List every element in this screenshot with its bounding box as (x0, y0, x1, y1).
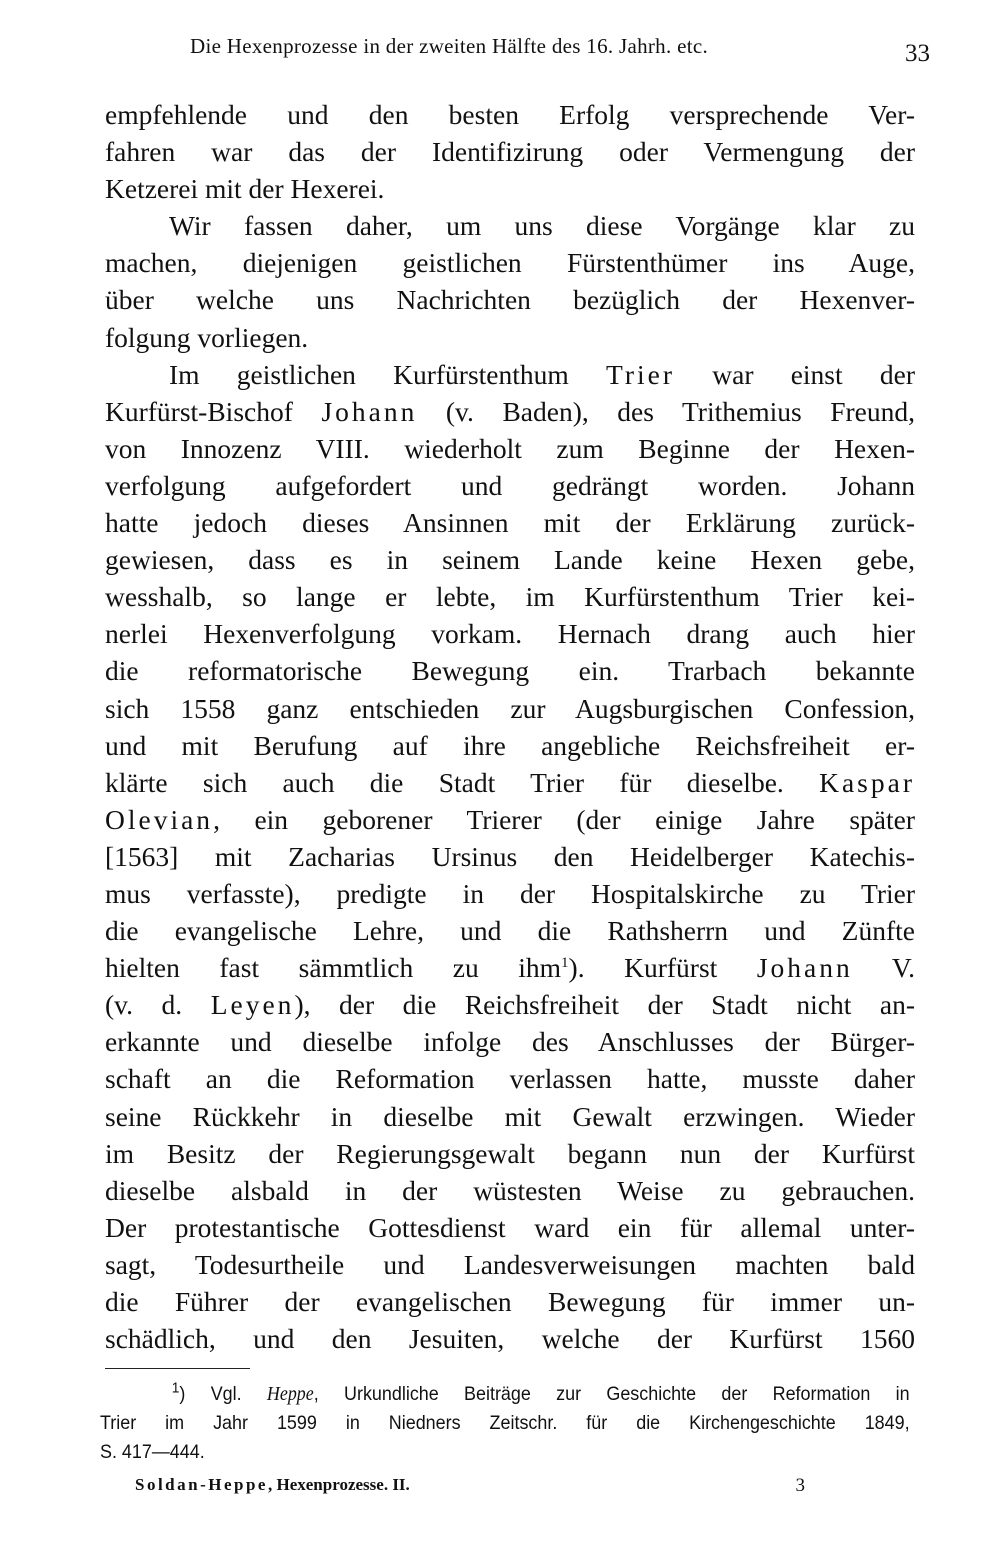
footnote (100, 1380, 912, 1467)
footnote-line: S. 417—444. (100, 1441, 205, 1463)
text-line (105, 949, 915, 986)
text-run: V. (852, 952, 916, 984)
text-line (105, 207, 915, 244)
spaced-name: Johann (321, 395, 418, 427)
signature-title: , Hexenprozesse. II. (267, 1475, 410, 1494)
text-run: war einst der (675, 358, 915, 390)
text-run: über welche uns Nachrichten bezüglich der Hexenver- (105, 284, 915, 316)
text-line (105, 319, 915, 356)
text-line (105, 1209, 915, 1246)
text-run: empfehlende und den besten Erfolg versprechende Ver- (105, 99, 915, 130)
footnote-line: $^1$) Vgl. Heppe, Urkundliche Beiträge zur Geschichte der Reformation in (171, 1379, 910, 1405)
text-line (105, 170, 915, 207)
text-run: , ein geborener Trierer (der einige Jahre später (213, 803, 915, 835)
text-line (105, 615, 915, 652)
text-run: nerlei Hexenverfolgung vorkam. Hernach drang auch hier (105, 618, 915, 650)
text-line (105, 875, 915, 912)
text-run: Kurfürst-Bischof (105, 395, 322, 427)
text-run: Wir fassen daher, um uns diese Vorgänge klar zu (169, 210, 915, 242)
running-header (190, 34, 930, 68)
text-line (105, 912, 915, 949)
text-line (105, 133, 915, 170)
footnote-ref: 1 (561, 955, 569, 971)
text-run: von Innozenz VIII. wiederholt zum Beginne der Hexen- (105, 432, 915, 464)
text-run: sagt, Todesurtheile und Landesverweisungen machten bald (105, 1248, 915, 1280)
text-line (105, 467, 915, 504)
text-line (105, 1135, 915, 1172)
text-run: Der protestantische Gottesdienst ward ein für allemal unter- (105, 1211, 915, 1243)
text-run: (v. Baden), des Trithemius Freund, (417, 395, 916, 427)
text-line (105, 1246, 915, 1283)
text-line (105, 801, 915, 838)
spaced-name: Trier (606, 358, 676, 390)
body-text (105, 96, 915, 1357)
text-run: die evangelische Lehre, und die Rathsherrn und Zünfte (105, 915, 915, 947)
text-run: verfolgung aufgefordert und gedrängt worden. Johann (105, 469, 915, 501)
text-run: schädlich, und den Jesuiten, welche der Kurfürst 1560 (105, 1323, 915, 1355)
spaced-name: Leyen (210, 989, 295, 1021)
text-run: dieselbe alsbald in der wüstesten Weise zu gebrauchen. (105, 1174, 915, 1206)
text-run: gewiesen, dass es in seinem Lande keine Hexen gebe, (105, 544, 915, 576)
sheet-number: 3 (795, 1475, 805, 1496)
text-line (105, 1098, 915, 1135)
text-run: hatte jedoch dieses Ansinnen mit der Erklärung zurück- (105, 507, 915, 539)
spaced-name: Johann (756, 952, 853, 984)
text-run: wesshalb, so lange er lebte, im Kurfürstenthum Trier kei- (105, 581, 915, 613)
text-line (105, 504, 915, 541)
text-run: erkannte und dieselbe infolge des Anschlusses der Bürger- (105, 1026, 915, 1058)
text-line (105, 281, 915, 318)
text-line (105, 244, 915, 281)
text-line (105, 652, 915, 689)
text-run: die reformatorische Bewegung ein. Trarbach bekannte (105, 655, 915, 687)
footnote-marker: 1 (171, 1379, 180, 1397)
text-line (105, 838, 915, 875)
text-run: machen, diejenigen geistlichen Fürstenthümer ins Auge, (105, 247, 915, 279)
text-line (105, 727, 915, 764)
text-run: Im geistlichen Kurfürstenthum (169, 358, 607, 390)
page-number: 33 (905, 40, 930, 67)
text-line (105, 764, 915, 801)
text-line (105, 541, 915, 578)
text-run: fahren war das der Identifizirung oder Vermengung der (105, 136, 915, 168)
text-line (105, 1283, 915, 1320)
text-line (105, 986, 915, 1023)
text-line (105, 430, 915, 467)
text-run: klärte sich auch die Stadt Trier für dieselbe. (105, 766, 820, 798)
signature-author: Soldan-Heppe (135, 1475, 268, 1494)
running-title: Die Hexenprozesse in der zweiten Hälfte des 16. Jahrh. etc. (190, 34, 708, 58)
footnote-line: Trier im Jahr 1599 in Niedners Zeitschr. für die Kirchengeschichte 1849, (100, 1412, 910, 1434)
text-run: Ketzerei mit der Hexerei. (105, 173, 385, 205)
text-run: seine Rückkehr in dieselbe mit Gewalt erzwingen. Wieder (105, 1100, 915, 1132)
text-run: im Besitz der Regierungsgewalt begann nun der Kurfürst (105, 1137, 915, 1169)
text-run: ), der die Reichsfreiheit der Stadt nicht an- (294, 989, 915, 1021)
text-run: ). Kurfürst (568, 952, 757, 984)
text-run: mus verfasste), predigte in der Hospitalskirche zu Trier (105, 877, 915, 909)
footnote-author: Heppe (266, 1384, 314, 1405)
spaced-name: Kaspar (819, 766, 915, 798)
text-line (105, 1023, 915, 1060)
text-run: (v. d. (105, 989, 211, 1021)
spaced-name: Olevian (105, 803, 214, 835)
text-run: sich 1558 ganz entschieden zur Augsburgischen Confession, (105, 692, 915, 724)
text-line (105, 578, 915, 615)
text-line (105, 356, 915, 393)
text-line (105, 1172, 915, 1209)
text-run: schaft an die Reformation verlassen hatte, musste daher (105, 1063, 915, 1095)
text-run: hielten fast sämmtlich zu ihm (105, 952, 562, 984)
text-line (105, 690, 915, 727)
text-line (105, 393, 915, 430)
text-run: folgung vorliegen. (105, 321, 309, 353)
text-line (105, 96, 915, 133)
signature-line (135, 1475, 805, 1495)
text-line (105, 1060, 915, 1097)
text-line (105, 1320, 915, 1357)
text-run: [1563] mit Zacharias Ursinus den Heidelberger Katechis- (105, 840, 915, 872)
text-run: und mit Berufung auf ihre angebliche Reichsfreiheit er- (105, 729, 915, 761)
text-run: die Führer der evangelischen Bewegung für immer un- (105, 1286, 915, 1317)
footnote-rule (105, 1368, 250, 1369)
